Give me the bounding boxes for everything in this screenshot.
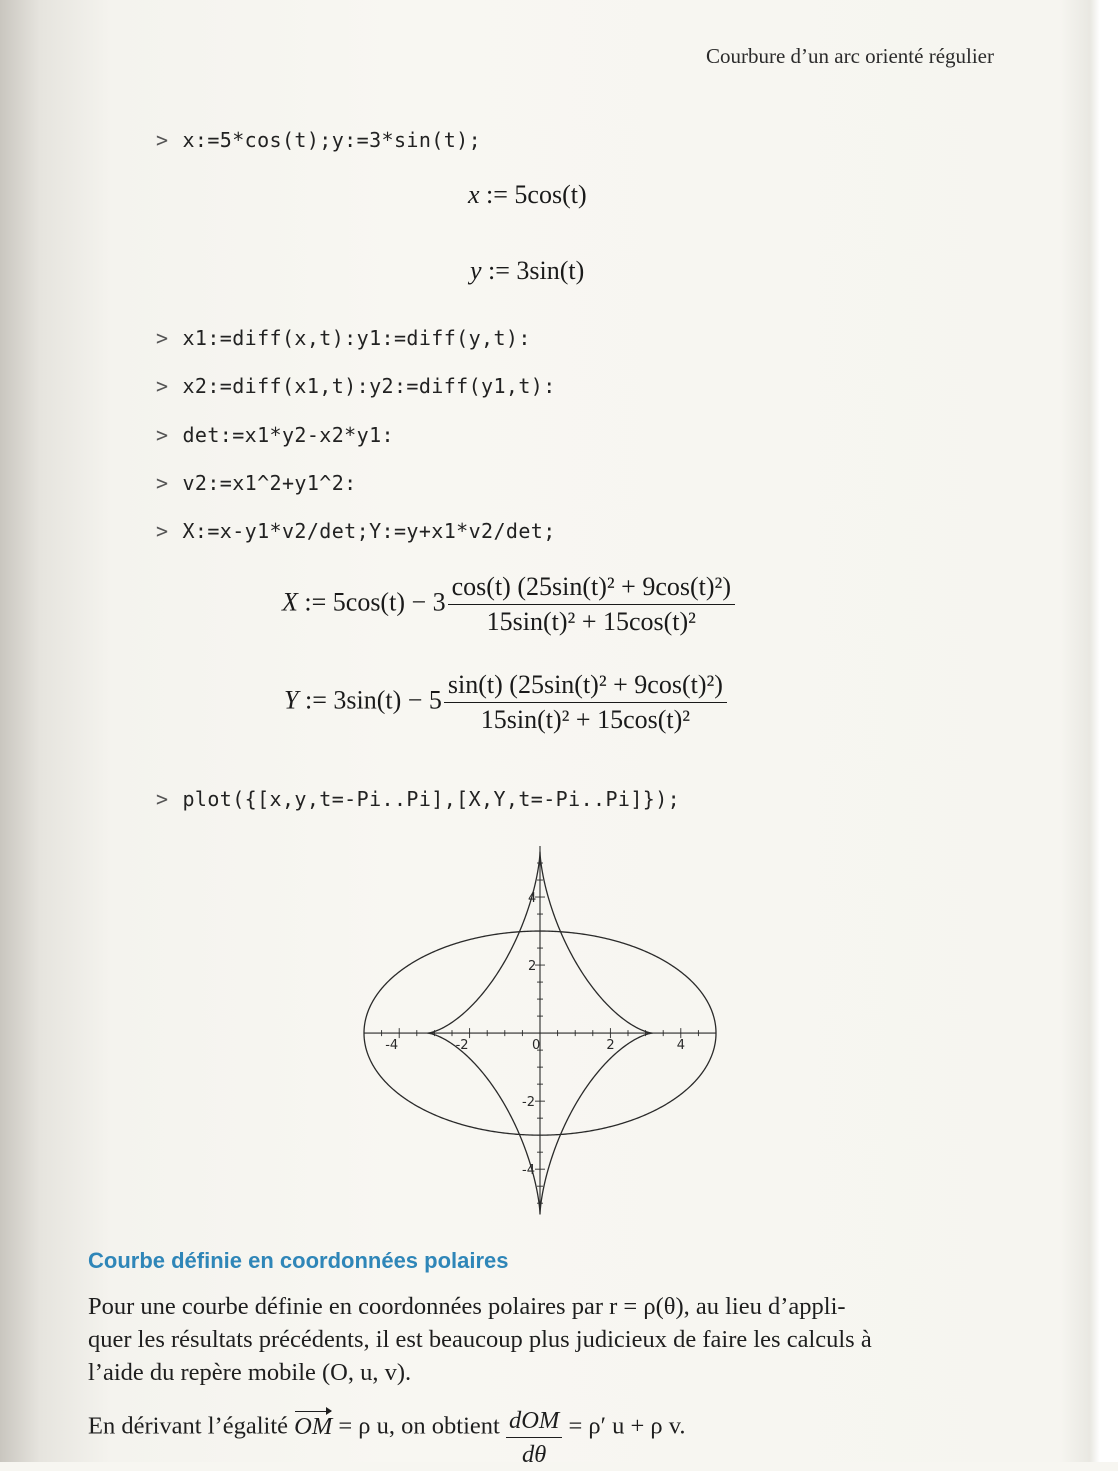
maple-input-2 <box>156 326 531 350</box>
x-tick-label: -2 <box>455 1038 469 1054</box>
derivation-eq2: = ρ′ u + ρ v. <box>568 1412 686 1440</box>
paragraph-line-3: l’aide du repère mobile (O, u, v). <box>88 1359 412 1386</box>
output-x-rhs: := 5cos(t) <box>486 180 587 209</box>
section-title: Courbe définie en coordonnées polaires <box>88 1248 509 1273</box>
maple-input-4 <box>156 423 394 447</box>
maple-input-text: x:=5*cos(t);y:=3*sin(t); <box>182 128 482 152</box>
prompt-symbol: > <box>156 326 169 350</box>
output-x-lhs: x <box>468 180 480 209</box>
output-Y-fraction <box>444 670 727 735</box>
x-tick-label: -4 <box>385 1038 399 1054</box>
output-x <box>468 180 587 210</box>
derivative-numerator: dOM <box>506 1404 562 1438</box>
output-Y <box>284 670 727 735</box>
prompt-symbol: > <box>156 128 169 152</box>
maple-input-6 <box>156 519 556 543</box>
output-X-fraction <box>448 572 735 637</box>
derivative-denominator: dθ <box>521 1441 547 1468</box>
parametric-plot <box>360 842 720 1214</box>
prompt-symbol: > <box>156 519 169 543</box>
output-Y-rhs: := 3sin(t) − 5 <box>304 685 442 715</box>
maple-input-text: x1:=diff(x,t):y1:=diff(y,t): <box>182 326 531 350</box>
output-X-numerator: cos(t) (25sin(t)² + 9cos(t)²) <box>448 572 735 605</box>
x-tick-label: 2 <box>606 1038 615 1054</box>
paragraph-line-1: Pour une courbe définie en coordonnées polaires par r = ρ(θ), au lieu d’appli- <box>88 1293 846 1320</box>
paragraph-polar <box>88 1290 994 1389</box>
output-X-lhs: X <box>282 587 298 617</box>
running-head: Courbure d’un arc orienté régulier <box>705 44 994 68</box>
output-y-rhs: := 3sin(t) <box>488 256 585 285</box>
prompt-symbol: > <box>156 374 169 398</box>
output-Y-lhs: Y <box>284 685 299 715</box>
y-tick-label: 4 <box>528 891 537 907</box>
y-tick-label: -4 <box>522 1163 535 1179</box>
output-X <box>282 572 735 637</box>
output-X-rhs: := 5cos(t) − 3 <box>304 587 446 617</box>
maple-input-text: x2:=diff(x1,t):y2:=diff(y1,t): <box>182 374 556 398</box>
maple-input-text: det:=x1*y2-x2*y1: <box>182 423 394 447</box>
maple-input-1 <box>156 128 481 152</box>
paragraph-line-2: quer les résultats précédents, il est beaucoup plus judicieux de faire les calculs à <box>88 1326 872 1353</box>
derivation-lead: En dérivant l’égalité <box>88 1412 288 1440</box>
maple-input-7 <box>156 787 680 811</box>
plot-axes <box>364 846 716 1210</box>
output-y-lhs: y <box>470 256 482 285</box>
vector-OM: OM <box>294 1410 332 1443</box>
prompt-symbol: > <box>156 471 169 495</box>
derivation-eq1: = ρ u, on obtient <box>338 1412 500 1440</box>
prompt-symbol: > <box>156 423 169 447</box>
maple-input-3 <box>156 374 556 398</box>
prompt-symbol: > <box>156 787 169 811</box>
maple-input-text: plot({[x,y,t=-Pi..Pi],[X,Y,t=-Pi..Pi]}); <box>182 787 681 811</box>
maple-input-5 <box>156 471 357 495</box>
maple-input-text: X:=x-y1*v2/det;Y:=y+x1*v2/det; <box>182 519 556 543</box>
output-X-denominator: 15sin(t)² + 15cos(t)² <box>486 607 696 636</box>
x-tick-label: 0 <box>532 1038 541 1054</box>
x-tick-label: 4 <box>676 1038 686 1054</box>
output-y <box>470 256 584 286</box>
output-Y-denominator: 15sin(t)² + 15cos(t)² <box>480 705 691 734</box>
y-tick-label: 2 <box>528 959 537 975</box>
maple-input-text: v2:=x1^2+y1^2: <box>182 471 357 495</box>
output-Y-numerator: sin(t) (25sin(t)² + 9cos(t)²) <box>444 670 727 703</box>
y-tick-label: -2 <box>522 1095 535 1111</box>
